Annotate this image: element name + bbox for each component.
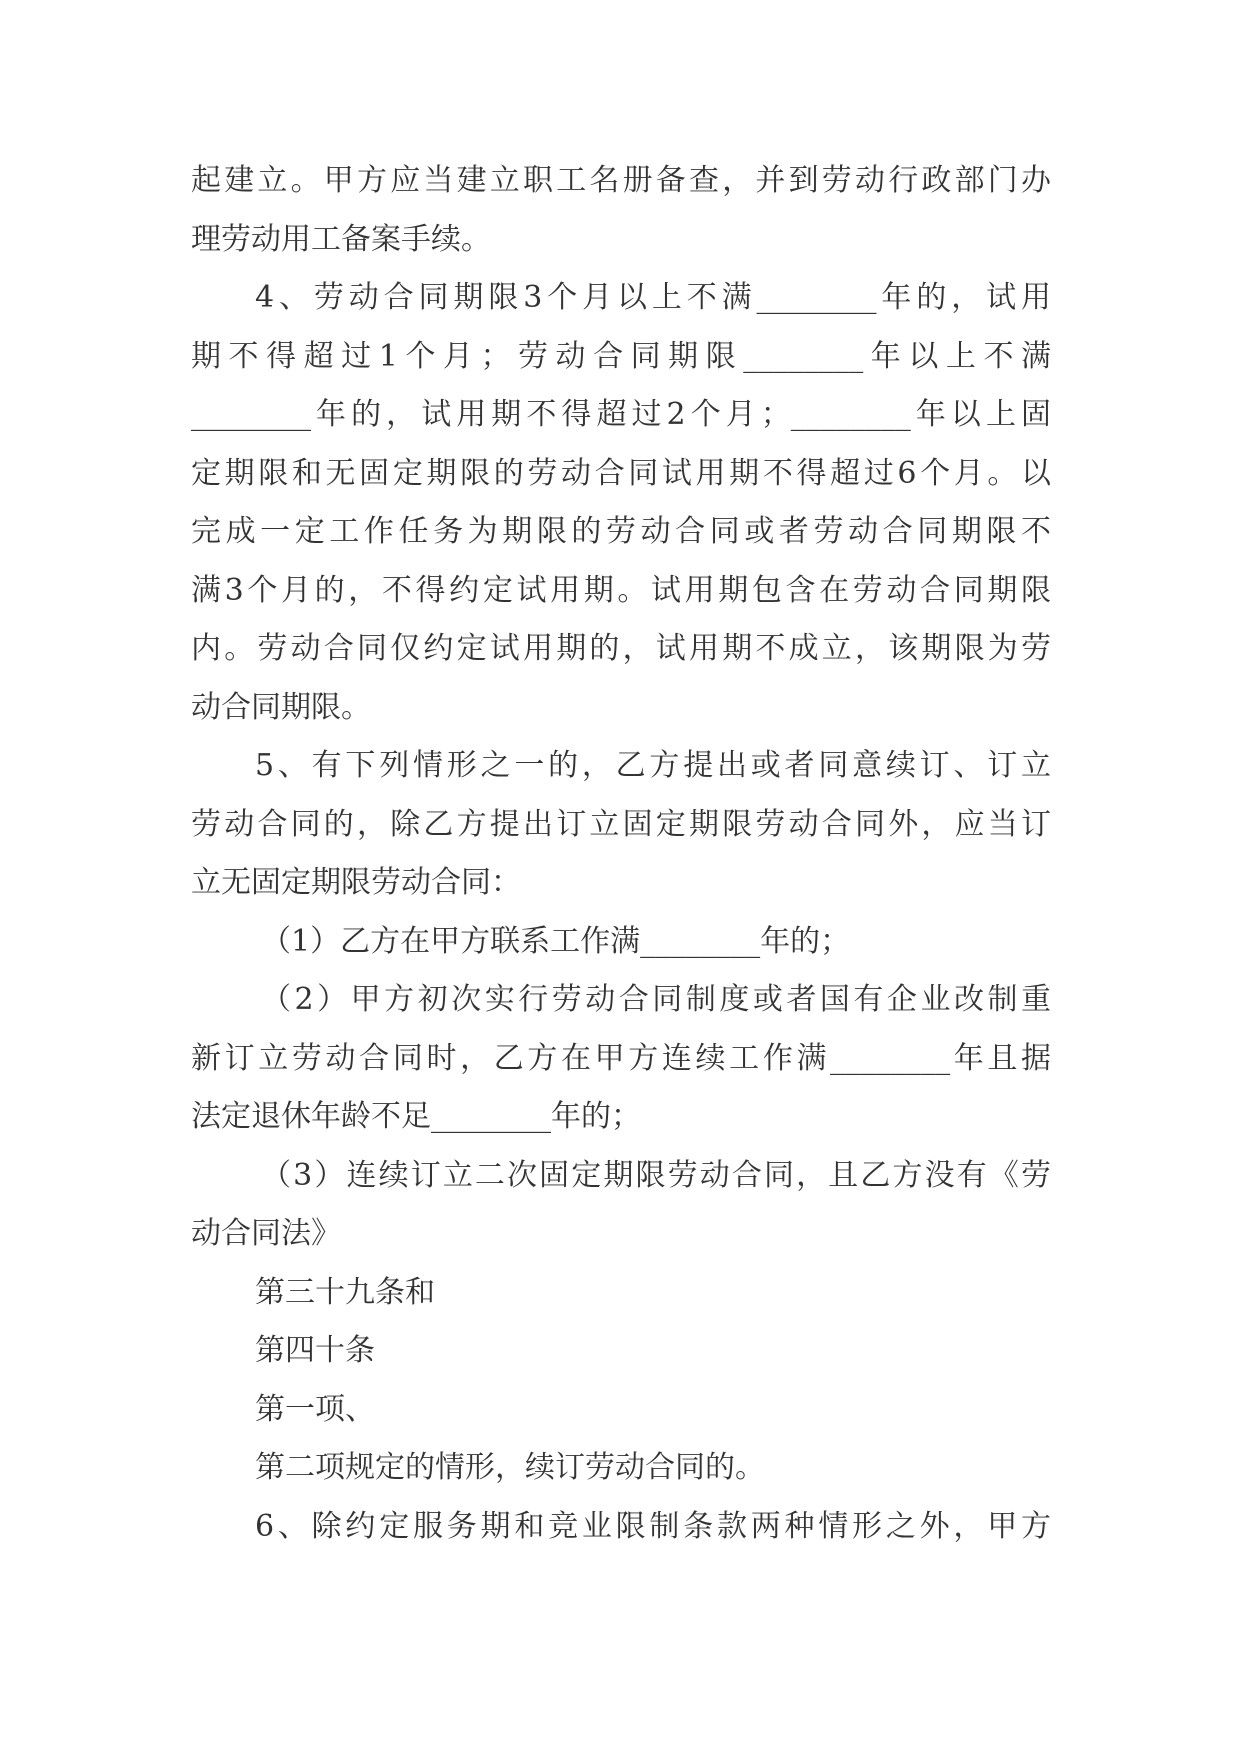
text-line: 满3个月的，不得约定试用期。试用期包含在劳动合同期限 xyxy=(191,572,1051,608)
text-line: （3）连续订立二次固定期限劳动合同，且乙方没有《劳 xyxy=(261,1157,1051,1193)
text-line: 内。劳动合同仅约定试用期的，试用期不成立，该期限为劳 xyxy=(191,631,1051,666)
text-line: 5、有下列情形之一的，乙方提出或者同意续订、订立 xyxy=(255,748,1051,783)
text-line: 法定退休年龄不足________年的； xyxy=(191,1099,641,1134)
text-line: 起建立。甲方应当建立职工名册备查，并到劳动行政部门办 xyxy=(191,163,1051,198)
text-line: 新订立劳动合同时，乙方在甲方连续工作满________年且据 xyxy=(191,1040,1051,1076)
text-line: 第二项规定的情形，续订劳动合同的。 xyxy=(255,1450,765,1485)
text-line: 第三十九条和 xyxy=(255,1274,435,1310)
document-body xyxy=(191,152,1051,1556)
text-line: 劳动合同的，除乙方提出订立固定期限劳动合同外，应当订 xyxy=(191,806,1051,842)
text-line: 第四十条 xyxy=(255,1333,375,1368)
text-line: 动合同法》 xyxy=(191,1216,341,1251)
text-line: 完成一定工作任务为期限的劳动合同或者劳动合同期限不 xyxy=(191,514,1051,549)
text-line: 4、劳动合同期限3个月以上不满________年的，试用 xyxy=(255,280,1051,315)
text-line: ________年的，试用期不得超过2个月；________年以上固 xyxy=(191,397,1051,432)
text-line: 理劳动用工备案手续。 xyxy=(191,221,491,257)
text-line: 第一项、 xyxy=(255,1391,375,1427)
text-line: 立无固定期限劳动合同： xyxy=(191,865,521,900)
text-line: 6、除约定服务期和竞业限制条款两种情形之外，甲方 xyxy=(255,1508,1051,1544)
text-line: 动合同期限。 xyxy=(191,689,371,725)
text-line: 期不得超过1个月；劳动合同期限________年以上不满 xyxy=(191,338,1051,374)
text-line: 定期限和无固定期限的劳动合同试用期不得超过6个月。以 xyxy=(191,455,1051,491)
text-line: （1）乙方在甲方联系工作满________年的； xyxy=(261,923,851,959)
text-line: （2）甲方初次实行劳动合同制度或者国有企业改制重 xyxy=(261,982,1051,1017)
